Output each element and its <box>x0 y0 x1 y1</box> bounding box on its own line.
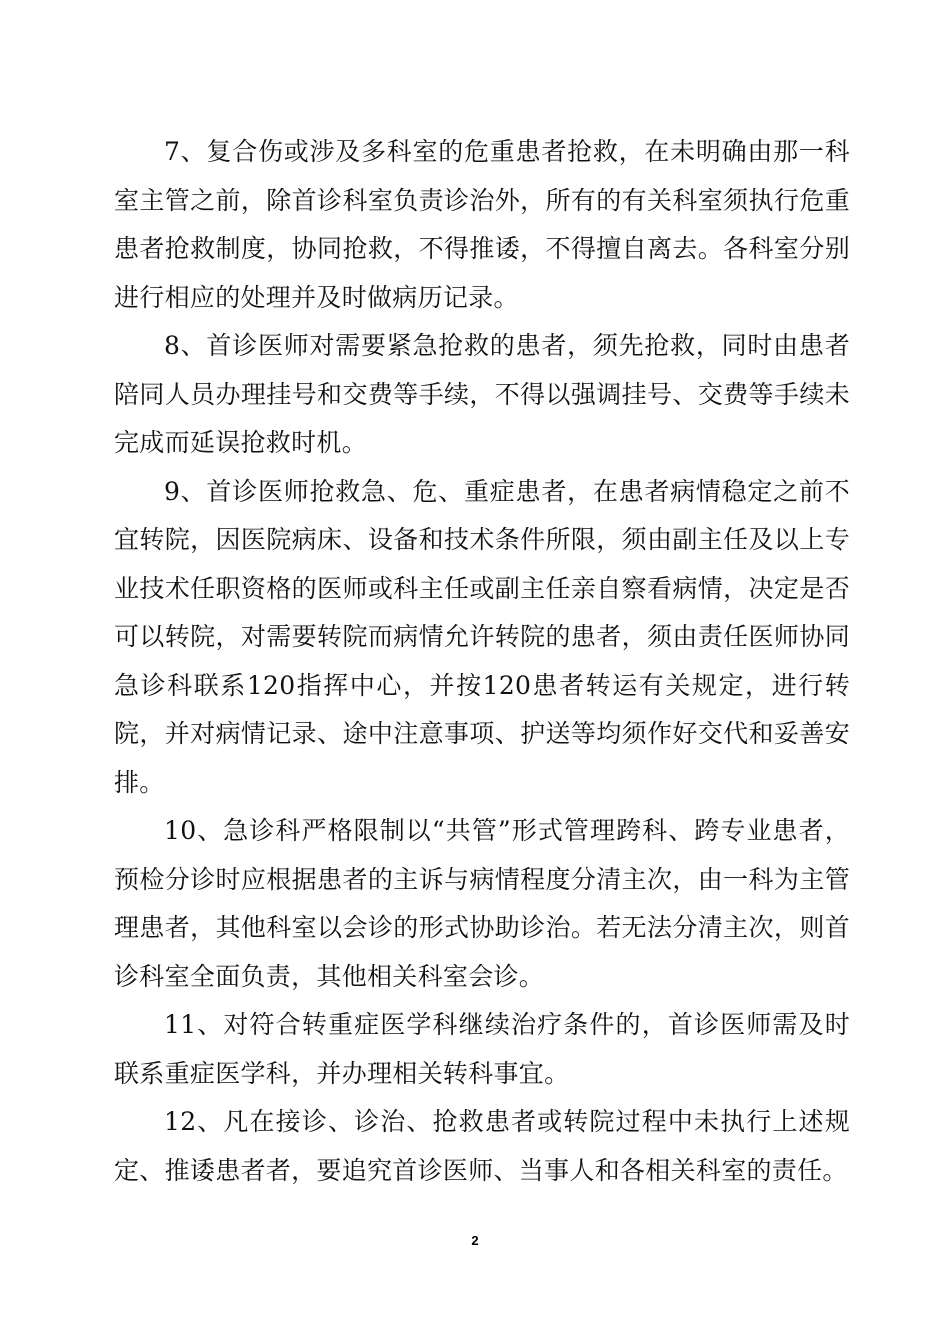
paragraph-8: 8、首诊医师对需要紧急抢救的患者，须先抢救，同时由患者陪同人员办理挂号和交费等手续，不得以强调挂号、交费等手续未完成而延误抢救时机。 <box>114 331 850 457</box>
page-number: 2 <box>471 1233 479 1248</box>
paragraph-12: 12、凡在接诊、诊治、抢救患者或转院过程中未执行上述规定、推诿患者者，要追究首诊医师、当事人和各相关科室的责任。 <box>114 1107 850 1185</box>
paragraph-11: 11、对符合转重症医学科继续治疗条件的，首诊医师需及时联系重症医学科，并办理相关转科事宜。 <box>114 1010 850 1088</box>
paragraph-10: 10、急诊科严格限制以“共管”形式管理跨科、跨专业患者，预检分诊时应根据患者的主诉与病情程度分清主次，由一科为主管理患者，其他科室以会诊的形式协助诊治。若无法分清主次，则首诊科室全面负责，其他相关科室会诊。 <box>114 816 850 991</box>
document-body <box>114 128 850 1195</box>
paragraph-9: 9、首诊医师抢救急、危、重症患者，在患者病情稳定之前不宜转院，因医院病床、设备和技术条件所限，须由副主任及以上专业技术任职资格的医师或科主任或副主任亲自察看病情，决定是否可以转院，对需要转院而病情允许转院的患者，须由责任医师协同急诊科联系120指挥中心，并按120患者转运有关规定，进行转院，并对病情记录、途中注意事项、护送等均须作好交代和妥善安排。 <box>114 476 850 797</box>
paragraph-7: 7、复合伤或涉及多科室的危重患者抢救，在未明确由那一科室主管之前，除首诊科室负责诊治外，所有的有关科室须执行危重患者抢救制度，协同抢救，不得推诿，不得擅自离去。各科室分别进行相应的处理并及时做病历记录。 <box>114 137 850 312</box>
